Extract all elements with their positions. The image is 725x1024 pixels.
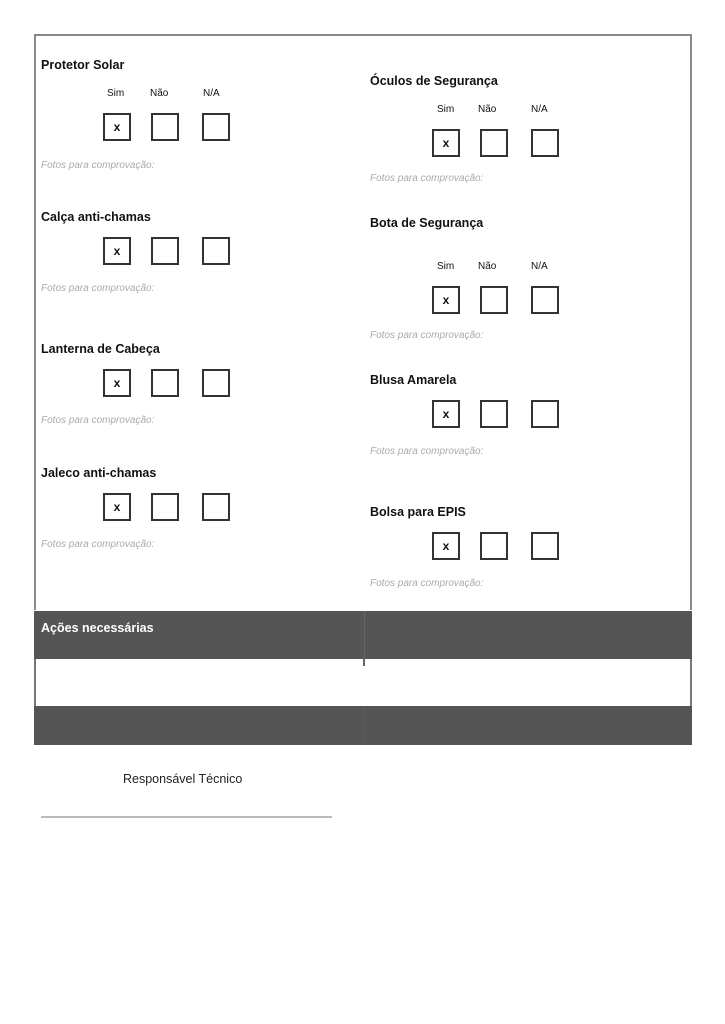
checkbox-nao[interactable] [480, 286, 508, 314]
checkbox-nao[interactable] [151, 237, 179, 265]
actions-header-band [34, 611, 692, 659]
actions-right-border [690, 659, 692, 706]
item-title: Calça anti-chamas [41, 210, 151, 224]
checkbox-nao[interactable] [480, 532, 508, 560]
item-title: Lanterna de Cabeça [41, 342, 160, 356]
option-header-sim: Sim [107, 88, 125, 99]
checkbox-na[interactable] [531, 532, 559, 560]
checkbox-na[interactable] [202, 237, 230, 265]
checkbox-nao[interactable] [151, 369, 179, 397]
checklist-frame [34, 34, 692, 610]
option-header-na: N/A [203, 88, 220, 99]
photo-label: Fotos para comprovação: [41, 539, 155, 550]
signature-label: Responsável Técnico [123, 772, 243, 786]
option-header-sim: Sim [437, 261, 455, 272]
photo-label: Fotos para comprovação: [370, 578, 484, 589]
checkbox-sim[interactable]: x [432, 129, 460, 157]
checkbox-nao[interactable] [151, 113, 179, 141]
checkbox-sim[interactable]: x [432, 400, 460, 428]
checkbox-na[interactable] [531, 286, 559, 314]
option-header-na: N/A [531, 104, 548, 115]
actions-footer-band [34, 706, 692, 745]
option-header-na: N/A [531, 261, 548, 272]
option-header-nao: Não [150, 88, 169, 99]
option-header-nao: Não [478, 104, 497, 115]
checkbox-na[interactable] [202, 493, 230, 521]
checkbox-sim[interactable]: x [103, 113, 131, 141]
item-title: Blusa Amarela [370, 373, 457, 387]
checkbox-nao[interactable] [480, 129, 508, 157]
checkbox-sim[interactable]: x [432, 286, 460, 314]
checkbox-na[interactable] [202, 369, 230, 397]
item-title: Óculos de Segurança [370, 74, 498, 88]
option-header-sim: Sim [437, 104, 455, 115]
checkbox-sim[interactable]: x [103, 493, 131, 521]
photo-label: Fotos para comprovação: [41, 160, 155, 171]
column-divider [364, 706, 365, 745]
option-header-nao: Não [478, 261, 497, 272]
photo-label: Fotos para comprovação: [41, 415, 155, 426]
item-title: Bota de Segurança [370, 216, 484, 230]
checkbox-nao[interactable] [151, 493, 179, 521]
checkbox-nao[interactable] [480, 400, 508, 428]
checkbox-na[interactable] [531, 129, 559, 157]
checkbox-sim[interactable]: x [103, 237, 131, 265]
signature-line [41, 816, 332, 818]
checkbox-sim[interactable]: x [103, 369, 131, 397]
item-title: Jaleco anti-chamas [41, 466, 157, 480]
photo-label: Fotos para comprovação: [370, 446, 484, 457]
actions-label: Ações necessárias [41, 621, 154, 635]
photo-label: Fotos para comprovação: [370, 330, 484, 341]
item-title: Bolsa para EPIS [370, 505, 466, 519]
actions-input-area[interactable] [36, 659, 690, 706]
item-title: Protetor Solar [41, 58, 125, 72]
checkbox-sim[interactable]: x [432, 532, 460, 560]
photo-label: Fotos para comprovação: [41, 283, 155, 294]
checkbox-na[interactable] [531, 400, 559, 428]
checkbox-na[interactable] [202, 113, 230, 141]
photo-label: Fotos para comprovação: [370, 173, 484, 184]
column-divider [364, 611, 365, 659]
